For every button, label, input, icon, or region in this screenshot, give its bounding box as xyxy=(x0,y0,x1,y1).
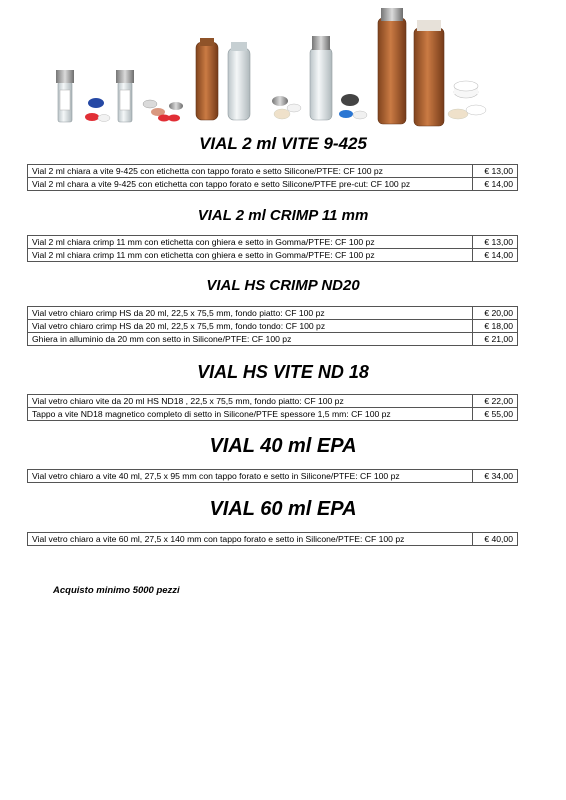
table-row xyxy=(28,178,518,191)
product-price: € 14,00 xyxy=(473,178,518,191)
product-description: Vial vetro chiaro vite da 20 ml HS ND18 , 22,5 x 75,5 mm, fondo piatto: CF 100 pz xyxy=(28,395,473,408)
product-description: Tappo a vite ND18 magnetico completo di setto in Silicone/PTFE spessore 1,5 mm: CF 100 pz xyxy=(28,408,473,421)
minimum-order-note: Acquisto minimo 5000 pezzi xyxy=(53,585,180,596)
table-row xyxy=(28,165,518,178)
section-title-vial-60ml-epa: VIAL 60 ml EPA xyxy=(209,498,357,520)
product-description: Vial vetro chiaro crimp HS da 20 ml, 22,5 x 75,5 mm, fondo tondo: CF 100 pz xyxy=(28,320,473,333)
table-row xyxy=(28,470,518,483)
price-table-vial-40ml-epa xyxy=(27,469,518,483)
product-description: Vial vetro chiaro a vite 60 ml, 27,5 x 140 mm con tappo forato e setto in Silicone/PTFE: CF 100 pz xyxy=(28,533,473,546)
table-row xyxy=(28,320,518,333)
product-description: Ghiera in alluminio da 20 mm con setto in Silicone/PTFE: CF 100 pz xyxy=(28,333,473,346)
product-price: € 21,00 xyxy=(473,333,518,346)
table-row xyxy=(28,395,518,408)
section-title-vial-hs-vite: VIAL HS VITE ND 18 xyxy=(197,362,369,382)
product-vials-image xyxy=(0,0,566,130)
product-description: Vial vetro chiaro crimp HS da 20 ml, 22,5 x 75,5 mm, fondo piatto: CF 100 pz xyxy=(28,307,473,320)
table-row xyxy=(28,533,518,546)
product-price: € 18,00 xyxy=(473,320,518,333)
price-table-vial-2ml-crimp xyxy=(27,235,518,262)
product-price: € 13,00 xyxy=(473,165,518,178)
product-price: € 40,00 xyxy=(473,533,518,546)
product-description: Vial 2 ml chiara crimp 11 mm con etichetta con ghiera e setto in Gomma/PTFE: CF 100 pz xyxy=(28,236,473,249)
table-row xyxy=(28,249,518,262)
price-table-vial-2ml-vite xyxy=(27,164,518,191)
product-description: Vial vetro chiaro a vite 40 ml, 27,5 x 95 mm con tappo forato e setto in Silicone/PTFE: CF 100 pz xyxy=(28,470,473,483)
section-title-vial-2ml-crimp: VIAL 2 ml CRIMP 11 mm xyxy=(197,207,369,224)
table-row xyxy=(28,236,518,249)
price-table-vial-hs-vite xyxy=(27,394,518,421)
table-row xyxy=(28,408,518,421)
section-title-vial-2ml-vite: VIAL 2 ml VITE 9-425 xyxy=(199,134,367,153)
section-title-vial-40ml-epa: VIAL 40 ml EPA xyxy=(209,435,357,457)
table-row xyxy=(28,333,518,346)
product-price: € 55,00 xyxy=(473,408,518,421)
product-description: Vial 2 ml chiara crimp 11 mm con etichetta con ghiera e setto in Gomma/PTFE: CF 100 pz xyxy=(28,249,473,262)
price-table-vial-hs-crimp xyxy=(27,306,518,346)
product-price: € 13,00 xyxy=(473,236,518,249)
product-price: € 20,00 xyxy=(473,307,518,320)
product-description: Vial 2 ml chara a vite 9-425 con etichetta con tappo forato e setto Silicone/PTFE pre-cut: CF 100 pz xyxy=(28,178,473,191)
price-table-vial-60ml-epa xyxy=(27,532,518,546)
product-price: € 22,00 xyxy=(473,395,518,408)
product-price: € 34,00 xyxy=(473,470,518,483)
product-price: € 14,00 xyxy=(473,249,518,262)
table-row xyxy=(28,307,518,320)
section-title-vial-hs-crimp: VIAL HS CRIMP ND20 xyxy=(206,277,360,294)
product-description: Vial 2 ml chiara a vite 9-425 con etichetta con tappo forato e setto Silicone/PTFE: CF 100 pz xyxy=(28,165,473,178)
